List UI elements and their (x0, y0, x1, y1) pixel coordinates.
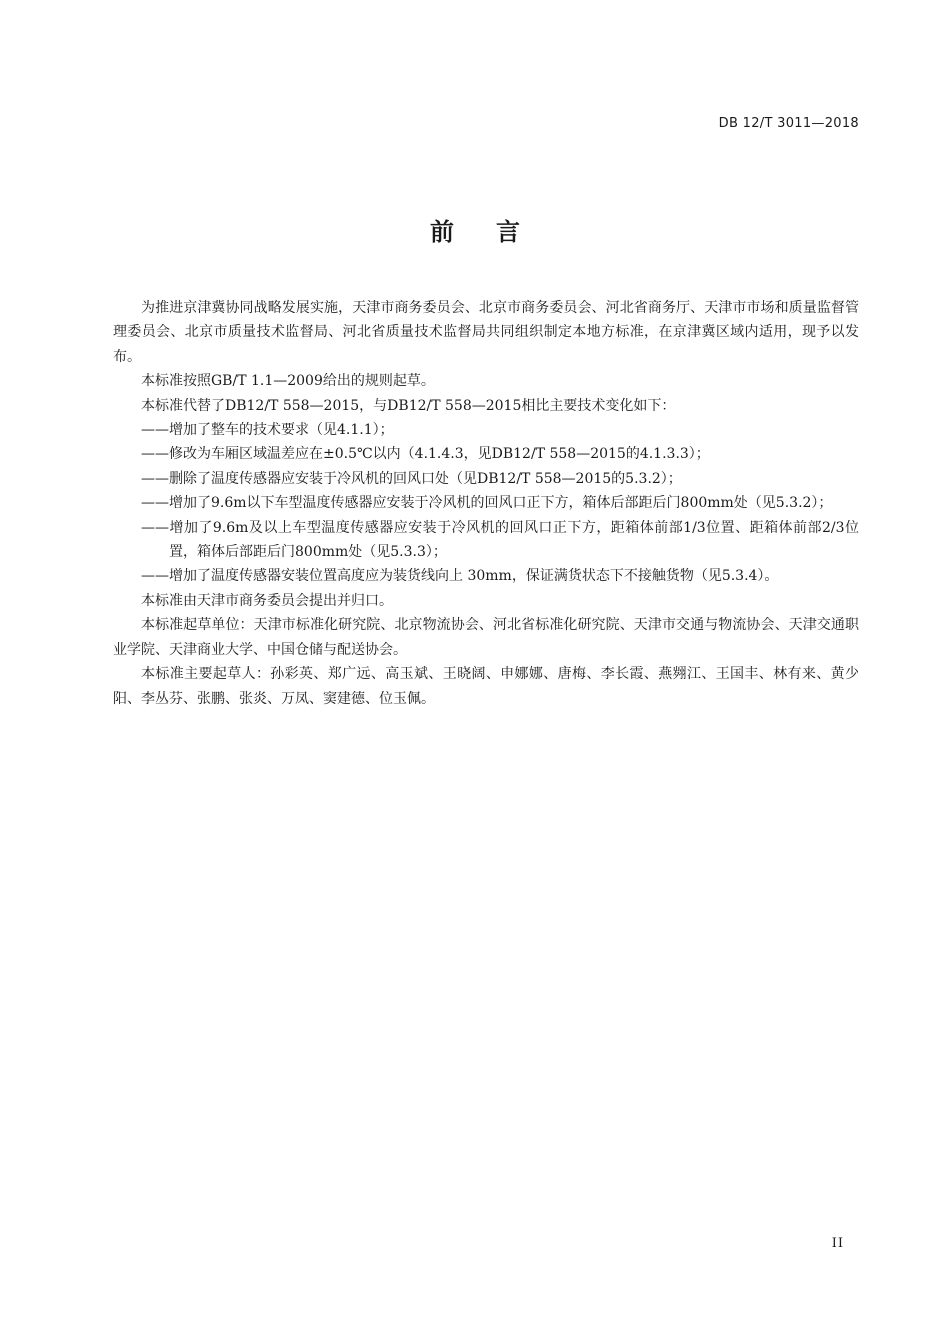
change-item: ——增加了9.6m及以上车型温度传感器应安装于冷风机的回风口正下方，距箱体前部1/3位置、距箱体前部2/3位置，箱体后部距后门800mm处（见5.3.3）； (141, 519, 859, 561)
change-item: ——删除了温度传感器应安装于冷风机的回风口处（见DB12/T 558—2015的5.3.2）； (141, 470, 682, 487)
foreword-body (113, 296, 859, 711)
page-title: 前言 (430, 218, 562, 246)
change-item: ——增加了9.6m以下车型温度传感器应安装于冷风机的回风口正下方，箱体后部距后门800mm处（见5.3.2）； (141, 495, 833, 512)
drafting-units-paragraph: 本标准起草单位：天津市标准化研究院、北京物流协会、河北省标准化研究院、天津市交通与物流协会、天津交通职业学院、天津商业大学、中国仓储与配送协会。 (113, 617, 859, 658)
drafters-paragraph: 本标准主要起草人：孙彩英、郑广远、高玉斌、王晓阔、申娜娜、唐梅、李长霞、燕翙江、王国丰、林有来、黄少阳、李丛芬、张鹏、张炎、万凤、窦建德、位玉佩。 (113, 666, 859, 707)
document-code: DB 12/T 3011—2018 (718, 116, 859, 131)
change-item: ——修改为车厢区域温差应在±0.5℃以内（4.1.4.3，见DB12/T 558—2015的4.1.3.3）； (141, 446, 710, 463)
change-item: ——增加了整车的技术要求（见4.1.1）； (141, 422, 394, 439)
drafting-rules-paragraph: 本标准按照GB/T 1.1—2009给出的规则起草。 (141, 373, 435, 390)
change-item: ——增加了温度传感器安装位置高度应为装货线向上 30mm，保证满货状态下不接触货物（见5.3.4）。 (141, 568, 779, 585)
intro-paragraph: 为推进京津冀协同战略发展实施，天津市商务委员会、北京市商务委员会、河北省商务厅、天津市市场和质量监督管理委员会、北京市质量技术监督局、河北省质量技术监督局共同组织制定本地方标准，在京津冀区域内适用，现予以发布。 (113, 300, 859, 365)
proposer-paragraph: 本标准由天津市商务委员会提出并归口。 (141, 592, 393, 609)
replacement-paragraph: 本标准代替了DB12/T 558—2015，与DB12/T 558—2015相比主要技术变化如下： (141, 397, 676, 414)
page-number: II (831, 1236, 844, 1251)
